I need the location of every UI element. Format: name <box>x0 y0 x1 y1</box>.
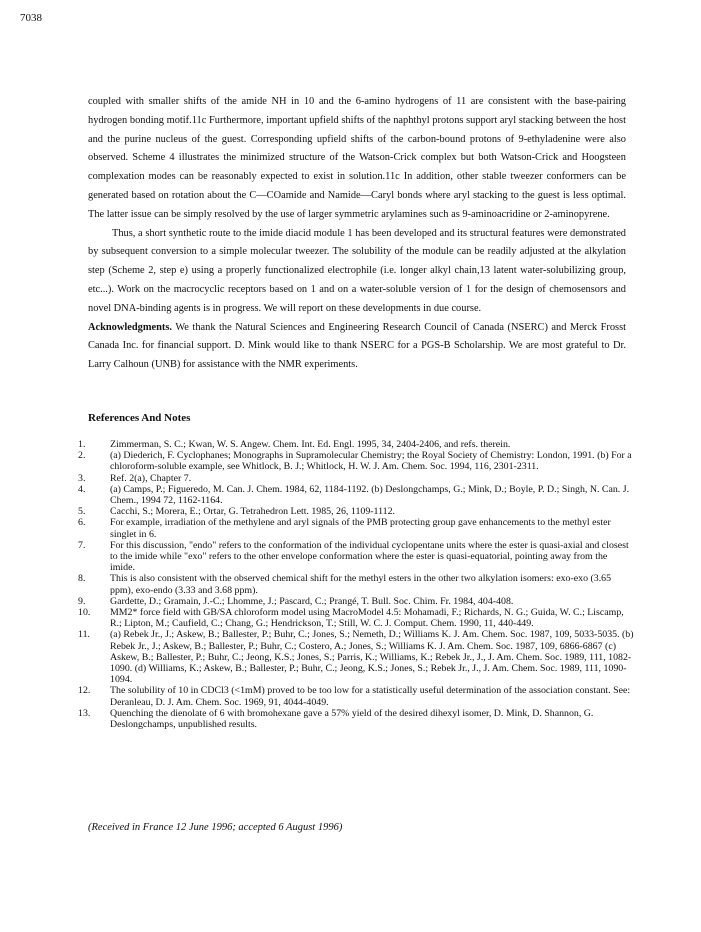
references-heading: References And Notes <box>88 412 191 424</box>
reference-number: 2. <box>78 450 86 462</box>
reference-number: 13. <box>78 707 91 719</box>
body-paragraph-1: coupled with smaller shifts of the amide NH in 10 and the 6-amino hydrogens of 11 are consistent with the base-pairing hydrogen bonding motif.11c Furthermore, important upfield shifts of the naphthyl protons support aryl stacking between the host and the purine nucleus of the guest. Corresponding upfield shifts of the carbon-bound protons of 9-ethyladenine were also observed. Scheme 4 illustrates the minimized structure of the Watson-Crick complex but both Watson-Crick and Hoogsteen complexation modes can be reasonably expected to exist in solution.11c In addition, other stable tweezer conformers can be generated based on rotation about the C—COamide and Namide—Caryl bonds where aryl stacking to the guest is less optimal. The latter issue can be simply resolved by the use of larger symmetric arylamines such as 9-aminoacridine or 2-aminopyrene. <box>88 96 626 220</box>
acknowledgments-paragraph <box>88 319 626 375</box>
reference-text: Ref. 2(a), Chapter 7. <box>110 472 192 484</box>
acknowledgments-label: Acknowledgments. <box>88 321 172 333</box>
reference-text: Quenching the dienolate of 6 with bromohexane gave a 57% yield of the desired dihexyl isomer, D. Mink, D. Shannon, G. Deslongchamps, unpublished results. <box>110 707 594 731</box>
reference-text: (a) Rebek Jr., J.; Askew, B.; Ballester, P.; Buhr, C.; Jones, S.; Nemeth, D.; Williams K. J. Am. Chem. Soc. 1987, 109, 5033-5035. (b) Rebek Jr., J.; Askew, B.; Ballester, P.; Buhr, C.; Costero, A.; Jones, S.; Williams K. J. Am. Chem. Soc. 1987, 109, 6866-6867 (c) Askew, B.; Ballester, P.; Buhr, C.; Jeong, K.S.; Jones, S.; Parris, K.; Williams, K.; Rebek Jr., J., J. Am. Chem. Soc. 1989, 111, 1082-1090. (d) Williams, K.; Askew, B.; Ballester, P.; Buhr, C.; Jeong, K.S.; Jones, S.; Rebek Jr., J., J. Am. Chem. Soc. 1989, 111, 1090-1094. <box>110 629 634 686</box>
reference-number: 7. <box>78 539 86 551</box>
reference-number: 8. <box>78 573 86 585</box>
reference-text: Cacchi, S.; Morera, E.; Ortar, G. Tetrahedron Lett. 1985, 26, 1109-1112. <box>110 506 396 518</box>
reference-number: 10. <box>78 607 91 619</box>
reference-item <box>78 540 634 574</box>
reference-number: 12. <box>78 685 91 697</box>
reference-text: (a) Diederich, F. Cyclophanes; Monographs in Supramolecular Chemistry; the Royal Society of Chemistry: London, 1991. (b) For a chloroform-soluble example, see Whitlock, B. J.; Whitlock, H. W. J. Am. Chem. Soc. 1994, 116, 2301-2311. <box>110 450 632 473</box>
reference-number: 4. <box>78 483 86 495</box>
reference-text: This is also consistent with the observed chemical shift for the methyl esters in the other two alkylation isomers: exo-exo (3.65 ppm), exo-endo (3.33 and 3.68 ppm). <box>110 573 612 596</box>
reference-text: The solubility of 10 in CDCl3 (<1mM) proved to be too low for a statistically useful determination of the association constant. See: Deranleau, D. J. Am. Chem. Soc. 1969, 91, 4044-4049. <box>110 685 631 708</box>
reference-item <box>78 629 634 685</box>
reference-item <box>78 450 634 472</box>
reference-text: For this discussion, "endo" refers to the conformation of the individual cyclopentane units where the ester is quasi-axial and closest to the imide while "exo" refers to the other envelope conformation where the ester is quasi-equatorial, pointing away from the imide. <box>110 539 629 574</box>
reference-text: Zimmerman, S. C.; Kwan, W. S. Angew. Chem. Int. Ed. Engl. 1995, 34, 2404-2406, and refs. therein. <box>110 439 511 450</box>
page-number: 7038 <box>20 12 42 24</box>
reference-item <box>78 573 634 595</box>
reference-number: 1. <box>78 439 86 450</box>
reference-text: Gardette, D.; Gramain, J.-C.; Lhomme, J.; Pascard, C.; Prangé, T. Bull. Soc. Chim. Fr. 1984, 404-408. <box>110 595 514 607</box>
reference-text: For example, irradiation of the methylene and aryl signals of the PMB protecting group gave enhancements to the methyl ester singlet in 6. <box>110 517 611 540</box>
references-list <box>78 439 634 730</box>
acknowledgments-text: We thank the Natural Sciences and Engineering Research Council of Canada (NSERC) and Merck Frosst Canada Inc. for financial support. D. Mink would like to thank NSERC for a PGS-B Scholarship. We are most grateful to Dr. Larry Calhoun (UNB) for assistance with the NMR experiments. <box>88 321 626 371</box>
reference-number: 6. <box>78 517 86 529</box>
body-text <box>88 93 626 375</box>
reference-item <box>78 596 634 607</box>
body-paragraph-2: Thus, a short synthetic route to the imide diacid module 1 has been developed and its structural features were demonstrated by subsequent conversion to a simple molecular tweezer. The solubility of the module can be readily adjusted at the alkylation step (Scheme 2, step e) using a properly functionalized electrophile (i.e. longer alkyl chain,13 latent water-solubilizing group, etc...). Work on the macrocyclic receptors based on 1 and on a water-soluble version of 1 for the design of chemosensors and novel DNA-binding agents is in progress. We will report on these developments in due course. <box>88 227 626 314</box>
reference-item <box>78 439 634 450</box>
reference-text: MM2* force field with GB/SA chloroform model using MacroModel 4.5: Mohamadi, F.; Richards, N. G.; Guida, W. C.; Liscamp, R.; Lipton, M.; Caufield, C.; Chang, G.; Hendrickson, T.; Still, W. C. J. Comput. Chem. 1990, 11, 440-449. <box>110 607 624 630</box>
reference-number: 5. <box>78 506 86 518</box>
reference-item <box>78 685 634 707</box>
reference-item <box>78 517 634 539</box>
received-note: (Received in France 12 June 1996; accepted 6 August 1996) <box>88 822 343 833</box>
reference-number: 11. <box>78 629 90 641</box>
reference-item <box>78 607 634 629</box>
reference-number: 9. <box>78 595 86 607</box>
reference-number: 3. <box>78 472 86 484</box>
reference-item <box>78 484 634 506</box>
reference-item <box>78 473 634 484</box>
reference-item <box>78 708 634 730</box>
reference-text: (a) Camps, P.; Figueredo, M. Can. J. Chem. 1984, 62, 1184-1192. (b) Deslongchamps, G.; Mink, D.; Boyle, P. D.; Singh, N. Can. J. Chem., 1994 72, 1162-1164. <box>110 483 630 507</box>
reference-item <box>78 506 634 517</box>
